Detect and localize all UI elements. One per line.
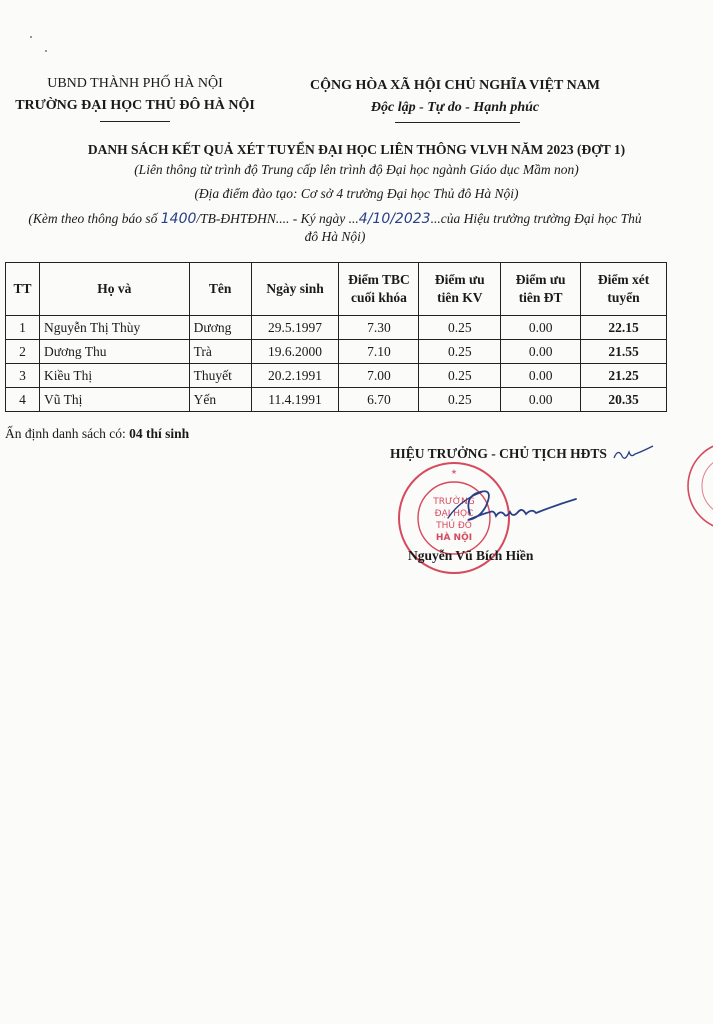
seal-line-2: ĐẠI HỌC [434,509,474,519]
reference-suffix: ...của Hiệu trưởng trường Đại học Thủ [430,211,642,226]
cell-ho: Dương Thu [39,340,189,364]
cell-ten: Trà [189,340,251,364]
cell-tbc: 6.70 [339,388,419,412]
cell-dob: 11.4.1991 [251,388,339,412]
table-header-row [6,263,667,316]
cell-dob: 19.6.2000 [251,340,339,364]
col-header-ten: Tên [189,263,251,316]
seal-line-4: HÀ NỘI [435,533,473,543]
cell-tt: 1 [6,316,40,340]
candidate-count-note [5,426,189,442]
table-row [6,316,667,340]
nation-motto: Độc lập - Tự do - Hạnh phúc [370,100,540,115]
handwritten-date: 4/10/2023 [358,211,431,227]
org-underline [100,121,170,122]
cell-dt: 0.00 [501,388,581,412]
scan-speck [30,36,32,38]
cell-dt: 0.00 [501,340,581,364]
cell-xt: 22.15 [581,316,667,340]
seal-line-3: THỦ ĐÔ [436,521,472,531]
cell-tbc: 7.00 [339,364,419,388]
cell-ten: Dương [189,316,251,340]
cell-dob: 20.2.1991 [251,364,339,388]
handwritten-number: 1400 [160,211,197,227]
col-header-xt: Điểm xét tuyển [581,263,667,316]
reference-line2: đô Hà Nội) [304,229,366,244]
document-title: DANH SÁCH KẾT QUẢ XÉT TUYỂN ĐẠI HỌC LIÊN THÔNG VLVH NĂM 2023 (ĐỢT 1) [87,142,626,157]
col-header-kv: Điểm ưu tiên KV [419,263,501,316]
cell-dt: 0.00 [501,316,581,340]
cell-xt: 21.25 [581,364,667,388]
initial-mark [612,444,656,464]
col-header-dt: Điểm ưu tiên ĐT [501,263,581,316]
table-row [6,388,667,412]
signatory-name: Nguyễn Vũ Bích Hiền [408,548,534,563]
table-row [6,364,667,388]
cell-tt: 3 [6,364,40,388]
org-line2: TRƯỜNG ĐẠI HỌC THỦ ĐÔ HÀ NỘI [15,98,255,113]
header-nation [305,78,605,116]
note-text: Ấn định danh sách có: [5,426,130,441]
cell-kv: 0.25 [419,340,501,364]
cell-ten: Thuyết [189,364,251,388]
cell-tbc: 7.30 [339,316,419,340]
col-header-tt: TT [6,263,40,316]
cell-ho: Kiều Thị [39,364,189,388]
cell-kv: 0.25 [419,388,501,412]
cell-xt: 21.55 [581,340,667,364]
table-row [6,340,667,364]
cell-tt: 2 [6,340,40,364]
cell-kv: 0.25 [419,316,501,340]
col-header-ho: Họ và [39,263,189,316]
cell-tbc: 7.10 [339,340,419,364]
col-header-dob: Ngày sinh [251,263,339,316]
handwritten-signature [440,484,590,528]
cell-dob: 29.5.1997 [251,316,339,340]
cell-kv: 0.25 [419,364,501,388]
nation-line1: CỘNG HÒA XÃ HỘI CHỦ NGHĨA VIỆT NAM [309,78,600,93]
motto-underline [395,122,520,123]
org-line1: UBND THÀNH PHỐ HÀ NỘI [47,76,223,91]
cell-ten: Yến [189,388,251,412]
reference-middle: /TB-ĐHTĐHN.... - Ký ngày ... [196,211,359,226]
scan-speck [45,50,47,52]
cell-xt: 20.35 [581,388,667,412]
partial-seal-edge [684,438,713,534]
document-subtitle-1: (Liên thông từ trình độ Trung cấp lên trình độ Đại học ngành Giáo dục Mầm non) [134,162,579,177]
col-header-tbc: Điểm TBC cuối khóa [339,263,419,316]
signatory-title: HIỆU TRƯỞNG - CHỦ TỊCH HĐTS [390,446,607,461]
seal-line-1: TRƯỜNG [433,497,475,507]
document-subtitle-2: (Địa điểm đào tạo: Cơ sở 4 trường Đại học Thủ đô Hà Nội) [194,186,519,201]
cell-dt: 0.00 [501,364,581,388]
note-count: 04 thí sinh [129,426,190,441]
svg-text:★: ★ [450,468,458,476]
cell-tt: 4 [6,388,40,412]
cell-ho: Nguyễn Thị Thùy [39,316,189,340]
cell-ho: Vũ Thị [39,388,189,412]
reference-line [10,210,660,246]
header-organization [0,76,270,114]
reference-prefix: (Kèm theo thông báo số [28,211,161,226]
results-table [5,262,667,412]
